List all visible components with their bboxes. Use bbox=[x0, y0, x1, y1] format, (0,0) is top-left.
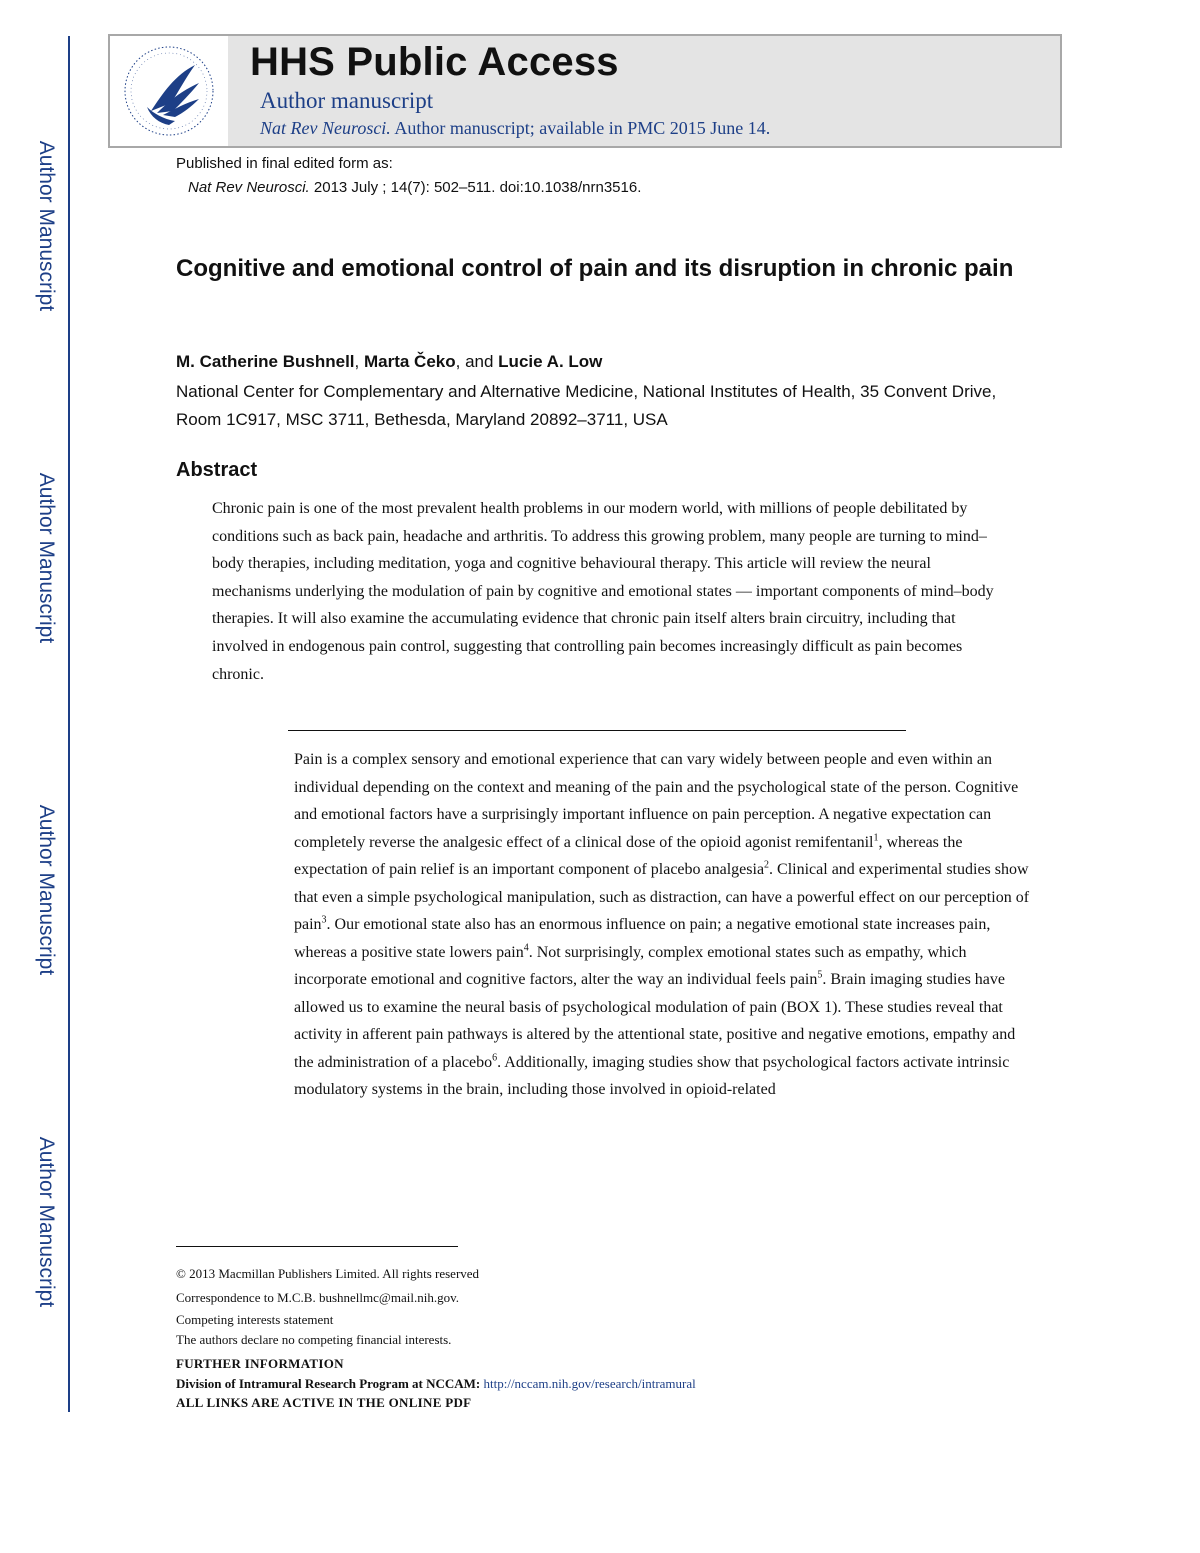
section-divider bbox=[288, 730, 906, 731]
links-notice: ALL LINKS ARE ACTIVE IN THE ONLINE PDF bbox=[176, 1395, 472, 1410]
competing-interests-text: The authors declare no competing financial interests. bbox=[176, 1332, 452, 1347]
citation-text: 2013 July ; 14(7): 502–511. doi:10.1038/nrn3516. bbox=[309, 179, 642, 196]
side-label-2: Author Manuscript bbox=[35, 472, 59, 644]
side-label-4: Author Manuscript bbox=[35, 1136, 59, 1308]
reference-marker[interactable]: 5 bbox=[817, 969, 823, 981]
author-name: M. Catherine Bushnell bbox=[176, 352, 355, 371]
footnote-divider bbox=[176, 1246, 458, 1247]
division-link[interactable]: http://nccam.nih.gov/research/intramural bbox=[483, 1376, 696, 1391]
abstract-heading: Abstract bbox=[176, 459, 258, 481]
division-line bbox=[176, 1376, 696, 1392]
further-info-heading: FURTHER INFORMATION bbox=[176, 1356, 344, 1371]
division-label: Division of Intramural Research Program at NCCAM: bbox=[176, 1376, 484, 1391]
published-citation bbox=[188, 179, 641, 196]
body-text: . Not surprisingly, complex emotional states such as empathy, which incorporate emotional and cognitive factors, alter the way an individual feels pain bbox=[294, 943, 967, 988]
hhs-title: HHS Public Access bbox=[250, 40, 619, 84]
body-text: . Brain imaging studies have allowed us to examine the neural basis of psychological modulation of pain (BOX 1). These studies reveal that activity in afferent pain pathways is altered by the attentional state, positive and negative emotions, empathy and the administration of a placebo bbox=[294, 971, 1016, 1071]
side-label-1: Author Manuscript bbox=[35, 140, 59, 312]
author-sep: , bbox=[354, 352, 364, 371]
author-name: Marta Čeko bbox=[363, 352, 456, 371]
side-label-3: Author Manuscript bbox=[35, 804, 59, 976]
article-title: Cognitive and emotional control of pain and its disruption in chronic pain bbox=[176, 255, 1014, 282]
body-text: . Additionally, imaging studies show that psychological factors activate intrinsic modulatory systems in the brain, including those involved in opioid-related bbox=[294, 1053, 1010, 1098]
body-text: . Our emotional state also has an enormous influence on pain; a negative emotional state increases pain, whereas a positive state lowers pain bbox=[294, 916, 991, 961]
author-sep: , and bbox=[455, 352, 499, 371]
abstract-text: Chronic pain is one of the most prevalent health problems in our modern world, with millions of people debilitated by conditions such as back pain, headache and arthritis. To address this growing problem, many people are turning to mind–body therapies, including meditation, yoga and cognitive behavioural therapy. This article will review the neural mechanisms underlying the modulation of pain by cognitive and emotional states — important components of mind–body therapies. It will also examine the accumulating evidence that chronic pain itself alters brain circuitry, including that involved in endogenous pain control, suggesting that controlling pain becomes increasingly difficult as pain becomes chronic. bbox=[212, 500, 994, 683]
hhs-header bbox=[108, 34, 1062, 148]
availability-journal: Nat Rev Neurosci. bbox=[260, 118, 391, 138]
reference-marker[interactable]: 4 bbox=[523, 942, 529, 954]
author-list bbox=[176, 352, 602, 372]
published-label: Published in final edited form as: bbox=[176, 155, 393, 172]
reference-marker[interactable]: 2 bbox=[764, 859, 770, 871]
citation-journal: Nat Rev Neurosci. bbox=[188, 179, 310, 196]
author-name: Lucie A. Low bbox=[498, 352, 603, 371]
author-manuscript-label: Author manuscript bbox=[260, 88, 434, 113]
availability-text: Author manuscript; available in PMC 2015 June 14. bbox=[390, 118, 771, 138]
hhs-logo bbox=[110, 36, 228, 146]
reference-marker[interactable]: 6 bbox=[492, 1052, 498, 1064]
hhs-eagle-seal-icon bbox=[119, 41, 219, 141]
correspondence-note: Correspondence to M.C.B. bushnellmc@mail.nih.gov. bbox=[176, 1290, 460, 1305]
reference-marker[interactable]: 3 bbox=[321, 914, 327, 926]
body-text: , whereas the expectation of pain relief is an important component of placebo analgesia bbox=[294, 833, 963, 878]
availability-line bbox=[260, 118, 770, 139]
competing-interests-heading: Competing interests statement bbox=[176, 1312, 334, 1327]
body-text: Pain is a complex sensory and emotional experience that can vary widely between people and even within an individual depending on the context and meaning of the pain and the psychological state of the person. Cognitive and emotional factors have a surprisingly important influence on pain perception. A negative expectation can completely reverse the analgesic effect of a clinical dose of the opioid agonist remifentanil bbox=[294, 751, 1019, 851]
body-text: . Clinical and experimental studies show that even a simple psychological manipulation, such as distraction, can have a powerful effect on our perception of pain bbox=[294, 861, 1030, 933]
reference-marker[interactable]: 1 bbox=[873, 832, 879, 844]
copyright-notice: © 2013 Macmillan Publishers Limited. All rights reserved bbox=[176, 1266, 480, 1281]
affiliation: National Center for Complementary and Alternative Medicine, National Institutes of Health, 35 Convent Drive, Room 1C917, MSC 3711, Bethesda, Maryland 20892–3711, USA bbox=[176, 382, 997, 429]
body-paragraph bbox=[294, 746, 1034, 1104]
